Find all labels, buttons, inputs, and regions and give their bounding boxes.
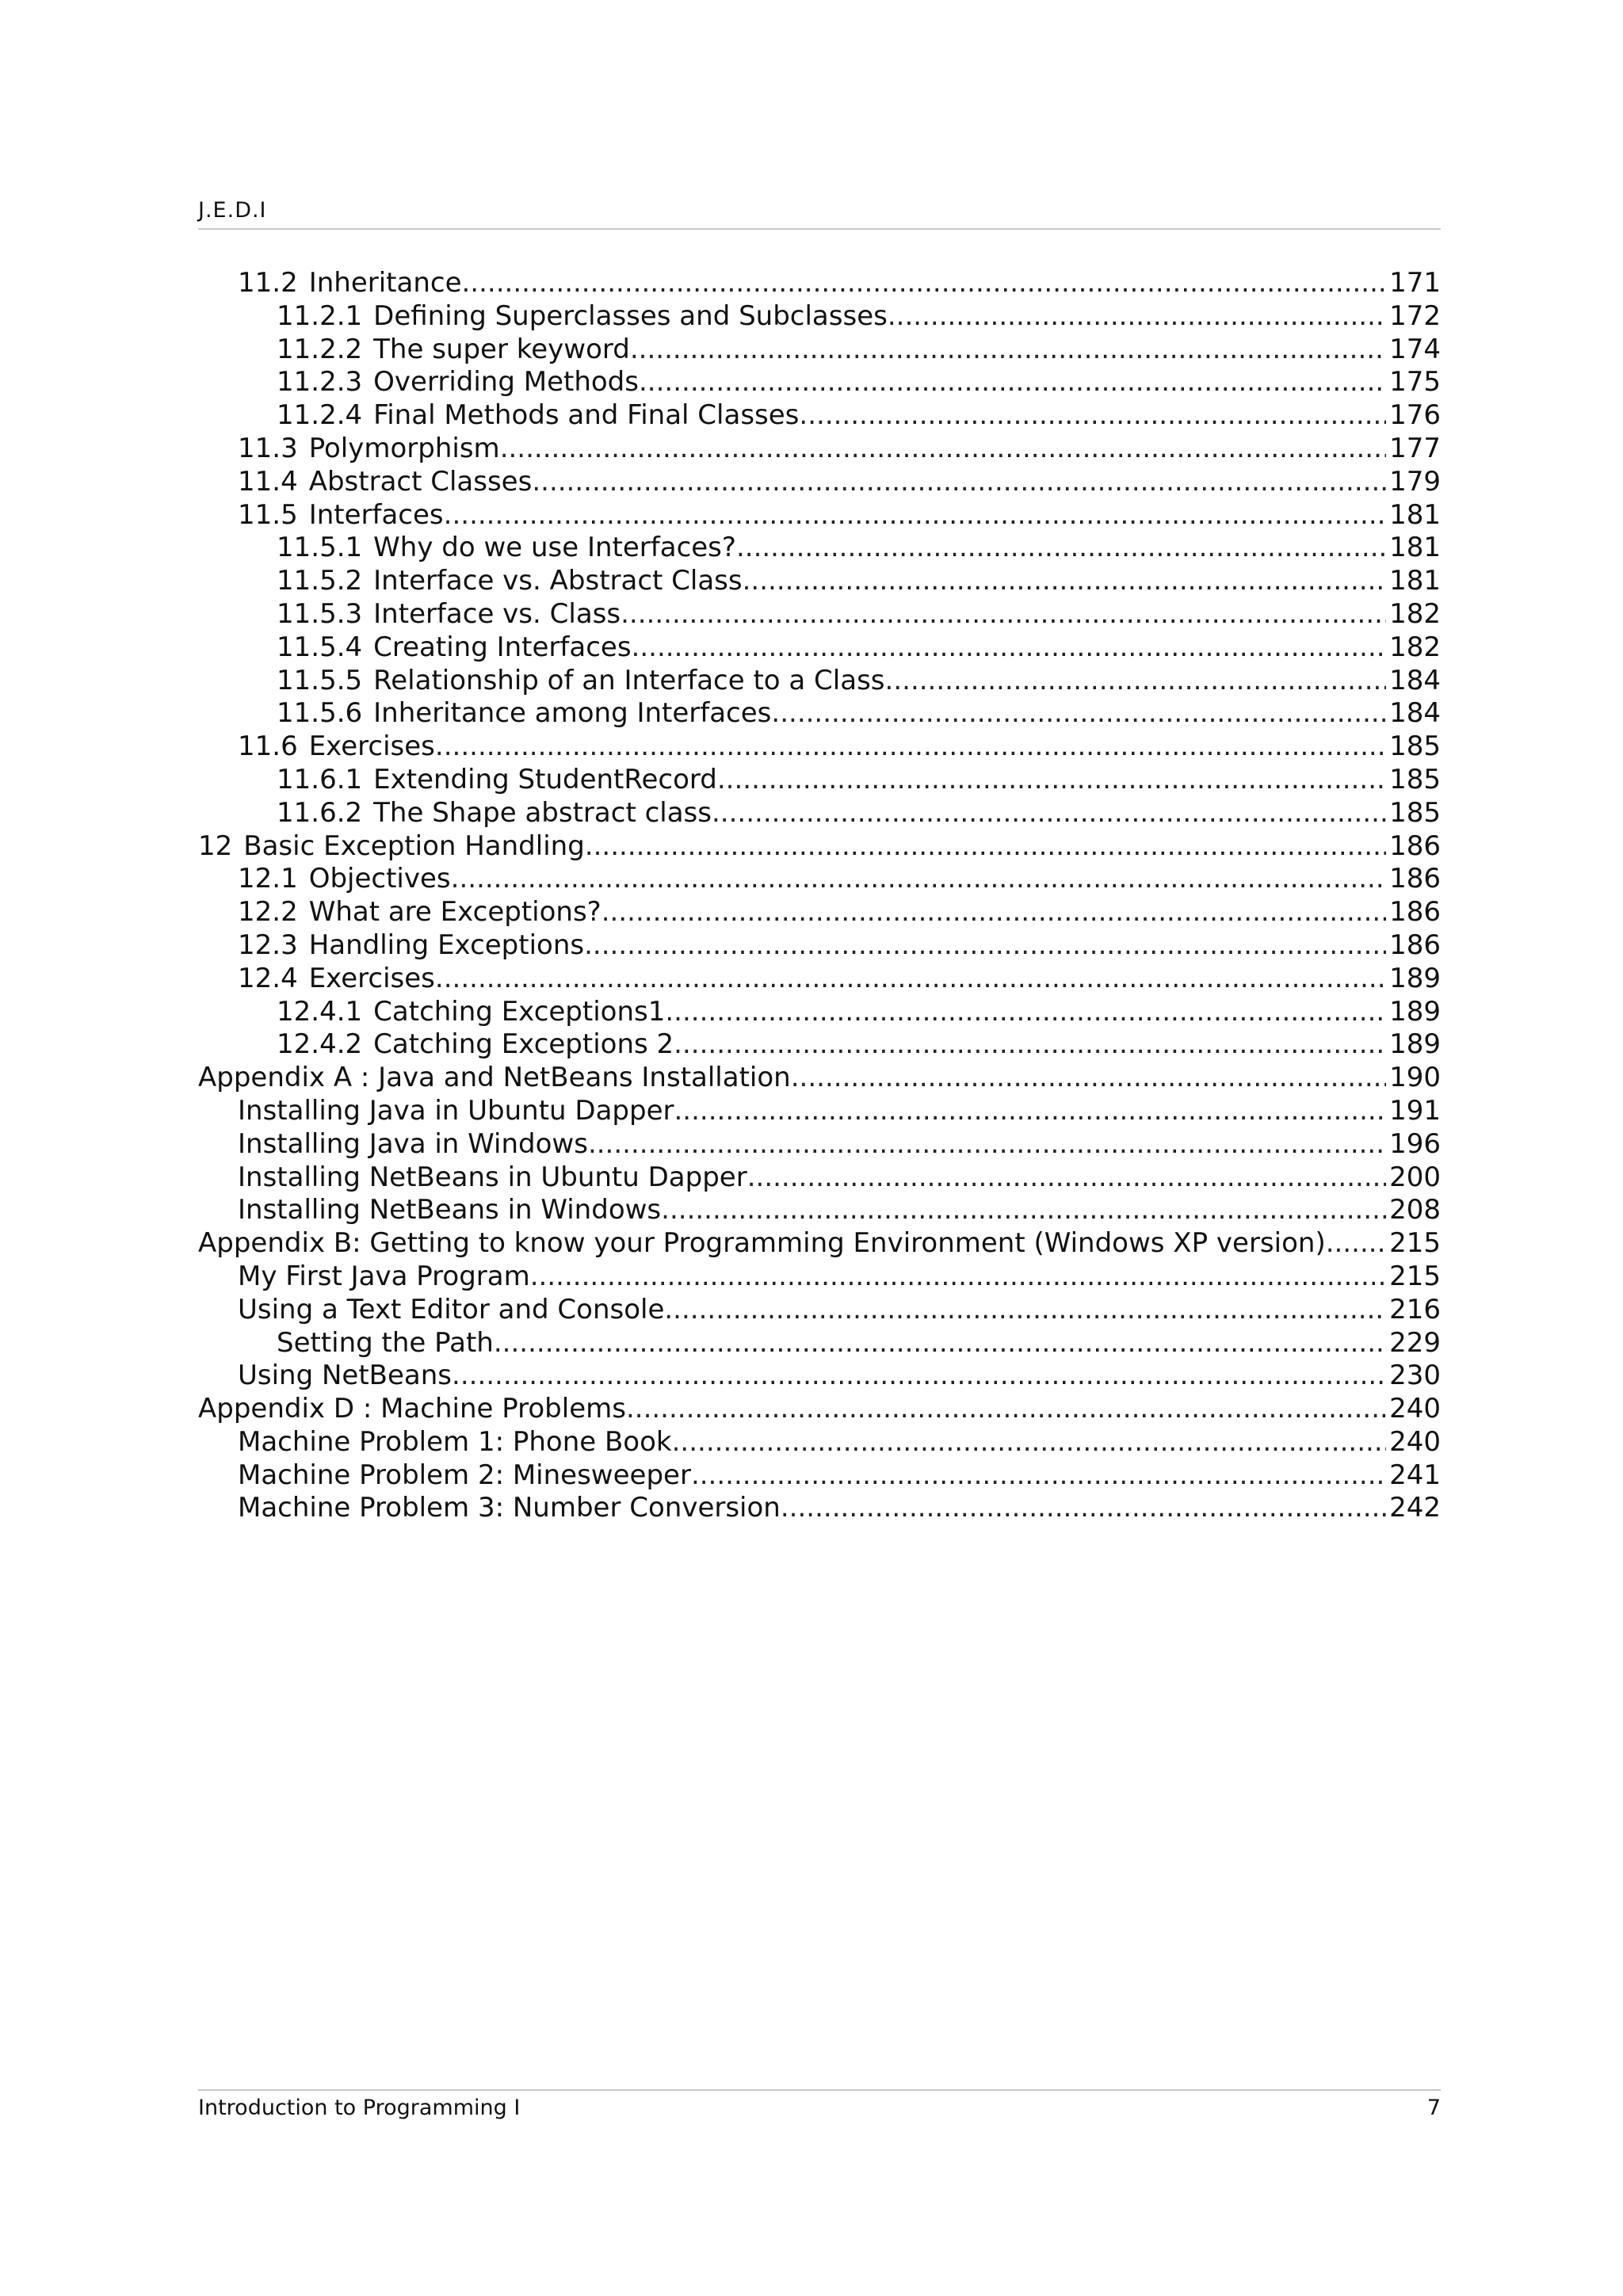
toc-entry[interactable] [198,665,1441,698]
toc-entry-title: Exercises [308,962,435,994]
toc-entry[interactable] [198,1459,1441,1493]
toc-entry-title: Creating Interfaces [373,631,632,663]
toc-entry-title: Why do we use Interfaces? [373,532,736,564]
toc-entry-title: What are Exceptions? [308,896,601,929]
toc-entry-page: 177 [1389,432,1441,464]
toc-entry[interactable] [198,697,1441,730]
toc-entry-title: Catching Exceptions1 [373,995,666,1028]
toc-entry[interactable] [198,366,1441,399]
toc-entry-page: 181 [1389,565,1441,597]
toc-dot-leader [435,963,1386,996]
toc-dot-leader [588,1128,1386,1161]
toc-entry-title: Using NetBeans [238,1360,453,1392]
toc-entry-title: Overriding Methods [373,366,639,399]
toc-entry-number: 11.3 [238,432,298,464]
toc-entry-title: Appendix A : Java and NetBeans Installation [198,1062,791,1094]
toc-entry-number: 12 [198,830,233,862]
toc-entry-title: Interface vs. Class [373,597,621,630]
toc-entry[interactable] [198,1227,1441,1261]
toc-entry-title: Machine Problem 1: Phone Book [238,1425,672,1458]
toc-entry-page: 191 [1389,1094,1441,1127]
toc-entry-page: 186 [1389,896,1441,929]
toc-entry-page: 242 [1389,1492,1441,1524]
toc-entry-number: 11.2.1 [277,299,363,332]
toc-entry-page: 241 [1389,1459,1441,1491]
toc-entry-title: Catching Exceptions 2 [373,1028,674,1061]
toc-dot-leader [621,598,1386,631]
toc-dot-leader [532,466,1386,499]
toc-entry[interactable] [198,1294,1441,1327]
toc-entry-number: 11.5.3 [277,597,363,630]
toc-entry-number: 11.5.4 [277,631,363,663]
toc-entry[interactable] [198,830,1441,864]
toc-entry-number: 11.5.6 [277,697,363,730]
toc-entry-number: 12.4.1 [277,995,363,1028]
toc-entry-page: 229 [1389,1326,1441,1359]
toc-dot-leader [451,863,1386,896]
toc-entry-title: Machine Problem 2: Minesweeper [238,1459,691,1491]
toc-entry-number: 12.1 [238,863,298,895]
toc-dot-leader [747,1161,1386,1195]
toc-entry[interactable] [198,532,1441,565]
toc-entry-title: Using a Text Editor and Console [238,1293,665,1325]
toc-entry[interactable] [198,631,1441,665]
toc-entry-title: Inheritance [308,267,462,299]
toc-entry-page: 240 [1389,1425,1441,1458]
toc-entry[interactable] [198,1426,1441,1459]
toc-dot-leader [888,300,1386,334]
toc-entry-title: Installing NetBeans in Windows [238,1194,662,1226]
toc-dot-leader [530,1261,1386,1294]
toc-entry-page: 176 [1389,399,1441,432]
toc-entry-page: 184 [1389,664,1441,696]
table-of-contents [198,267,1441,1525]
toc-entry[interactable] [198,1194,1441,1227]
toc-entry-page: 196 [1389,1127,1441,1160]
toc-dot-leader [665,996,1386,1029]
toc-entry-number: 11.6.1 [277,763,363,795]
toc-entry-page: 189 [1389,995,1441,1028]
toc-entry-page: 240 [1389,1393,1441,1425]
toc-entry-title: Abstract Classes [308,465,533,498]
toc-entry[interactable] [198,334,1441,367]
toc-entry-page: 208 [1389,1194,1441,1226]
toc-entry-page: 175 [1389,366,1441,399]
toc-dot-leader [743,565,1386,598]
toc-entry-number: 11.5 [238,498,298,531]
toc-entry-title: Exercises [308,730,435,763]
toc-entry-number: 11.2.2 [277,333,363,365]
toc-entry-title: Interface vs. Abstract Class [373,565,743,597]
toc-dot-leader [444,499,1386,532]
toc-dot-leader [661,1194,1386,1227]
toc-entry[interactable] [198,963,1441,996]
toc-entry-title: Objectives [308,863,451,895]
toc-dot-leader [630,334,1386,367]
toc-entry-title: The super keyword [373,333,630,365]
toc-entry-title: Setting the Path [277,1326,494,1359]
header-divider [198,228,1441,230]
toc-dot-leader [585,830,1386,864]
toc-dot-leader [791,1062,1386,1095]
toc-dot-leader [674,1028,1386,1062]
toc-entry-page: 185 [1389,763,1441,795]
toc-entry-page: 200 [1389,1161,1441,1193]
toc-entry-title: Appendix B: Getting to know your Programming Environment (Windows XP version) [198,1227,1326,1260]
toc-entry[interactable] [198,863,1441,896]
toc-entry[interactable] [198,1161,1441,1195]
toc-entry-title: The Shape abstract class [373,796,712,829]
toc-dot-leader [500,433,1386,466]
toc-dot-leader [1326,1227,1386,1261]
toc-entry[interactable] [198,1327,1441,1360]
toc-entry[interactable] [198,433,1441,466]
toc-entry[interactable] [198,1261,1441,1294]
toc-entry-number: 12.2 [238,896,298,929]
toc-entry-page: 182 [1389,631,1441,663]
toc-entry-title: Installing NetBeans in Ubuntu Dapper [238,1161,747,1193]
toc-dot-leader [736,532,1386,565]
toc-dot-leader [462,267,1387,300]
toc-entry-number: 11.5.1 [277,532,363,564]
toc-entry-number: 12.4 [238,962,298,994]
toc-dot-leader [712,797,1386,830]
toc-entry[interactable] [198,300,1441,334]
toc-entry-page: 189 [1389,962,1441,994]
toc-entry-title: Handling Exceptions [308,929,585,961]
toc-dot-leader [494,1327,1386,1360]
toc-dot-leader [717,764,1386,797]
toc-entry[interactable] [198,929,1441,963]
toc-entry[interactable] [198,466,1441,499]
toc-entry[interactable] [198,565,1441,598]
toc-entry[interactable] [198,1095,1441,1128]
toc-entry-page: 174 [1389,333,1441,365]
toc-dot-leader [435,730,1386,764]
toc-entry-title: Inheritance among Interfaces [373,697,772,730]
toc-entry-page: 182 [1389,597,1441,630]
toc-entry-number: 11.2.4 [277,399,363,432]
toc-entry-number: 12.3 [238,929,298,961]
toc-entry-number: 11.5.2 [277,565,363,597]
toc-entry-title: Final Methods and Final Classes [373,399,800,432]
toc-dot-leader [691,1459,1386,1493]
toc-entry-title: Polymorphism [308,432,500,464]
toc-dot-leader [885,665,1387,698]
toc-entry-number: 11.4 [238,465,298,498]
toc-dot-leader [674,1095,1387,1128]
toc-entry[interactable] [198,267,1441,300]
toc-dot-leader [664,1294,1386,1327]
toc-entry-number: 11.6.2 [277,796,363,829]
toc-entry-page: 179 [1389,465,1441,498]
toc-entry[interactable] [198,1393,1441,1426]
toc-entry-page: 171 [1389,267,1441,299]
toc-entry-page: 186 [1389,863,1441,895]
toc-entry[interactable] [198,1062,1441,1095]
toc-entry-title: Relationship of an Interface to a Class [373,664,885,696]
toc-dot-leader [452,1360,1386,1393]
toc-entry[interactable] [198,499,1441,532]
toc-entry-title: Appendix D : Machine Problems [198,1393,626,1425]
toc-entry-number: 12.4.2 [277,1028,363,1061]
toc-dot-leader [632,631,1387,665]
toc-entry-title: Installing Java in Windows [238,1127,588,1160]
toc-dot-leader [639,366,1386,399]
toc-entry-page: 181 [1389,532,1441,564]
toc-dot-leader [799,399,1386,433]
toc-dot-leader [584,929,1386,963]
toc-entry-page: 185 [1389,796,1441,829]
toc-entry-page: 190 [1389,1062,1441,1094]
toc-entry[interactable] [198,1028,1441,1062]
toc-entry-page: 186 [1389,830,1441,862]
toc-entry-title: Basic Exception Handling [243,830,585,862]
toc-dot-leader [672,1426,1387,1459]
toc-entry-title: Defining Superclasses and Subclasses [373,299,888,332]
toc-entry[interactable] [198,764,1441,797]
toc-entry-page: 189 [1389,1028,1441,1061]
toc-entry-number: 11.2.3 [277,366,363,399]
toc-entry[interactable] [198,1492,1441,1525]
toc-entry-page: 172 [1389,299,1441,332]
toc-dot-leader [781,1492,1386,1525]
footer-document-title: Introduction to Programming I [198,2096,521,2120]
toc-entry-page: 184 [1389,697,1441,730]
toc-entry-number: 11.6 [238,730,298,763]
toc-entry-page: 186 [1389,929,1441,961]
toc-entry-page: 215 [1389,1227,1441,1260]
toc-entry-title: Installing Java in Ubuntu Dapper [238,1094,674,1127]
toc-entry[interactable] [198,896,1441,929]
footer-divider [198,2089,1441,2091]
toc-entry[interactable] [198,797,1441,830]
toc-entry-number: 11.5.5 [277,664,363,696]
toc-entry-title: My First Java Program [238,1260,530,1292]
footer-page-number: 7 [1426,2096,1441,2120]
toc-entry[interactable] [198,399,1441,433]
toc-dot-leader [771,697,1386,730]
toc-entry-title: Interfaces [308,498,444,531]
toc-dot-leader [601,896,1386,929]
toc-entry[interactable] [198,1128,1441,1161]
toc-entry-title: Machine Problem 3: Number Conversion [238,1492,781,1524]
toc-entry-page: 216 [1389,1293,1441,1325]
toc-entry[interactable] [198,996,1441,1029]
toc-entry-title: Extending StudentRecord [373,763,717,795]
toc-dot-leader [626,1393,1386,1426]
toc-entry[interactable] [198,598,1441,631]
running-header: J.E.D.I [198,198,267,223]
toc-entry-page: 185 [1389,730,1441,763]
toc-entry[interactable] [198,1360,1441,1393]
toc-entry-page: 215 [1389,1260,1441,1292]
toc-entry[interactable] [198,730,1441,764]
toc-entry-number: 11.2 [238,267,298,299]
toc-entry-page: 230 [1389,1360,1441,1392]
toc-entry-page: 181 [1389,498,1441,531]
